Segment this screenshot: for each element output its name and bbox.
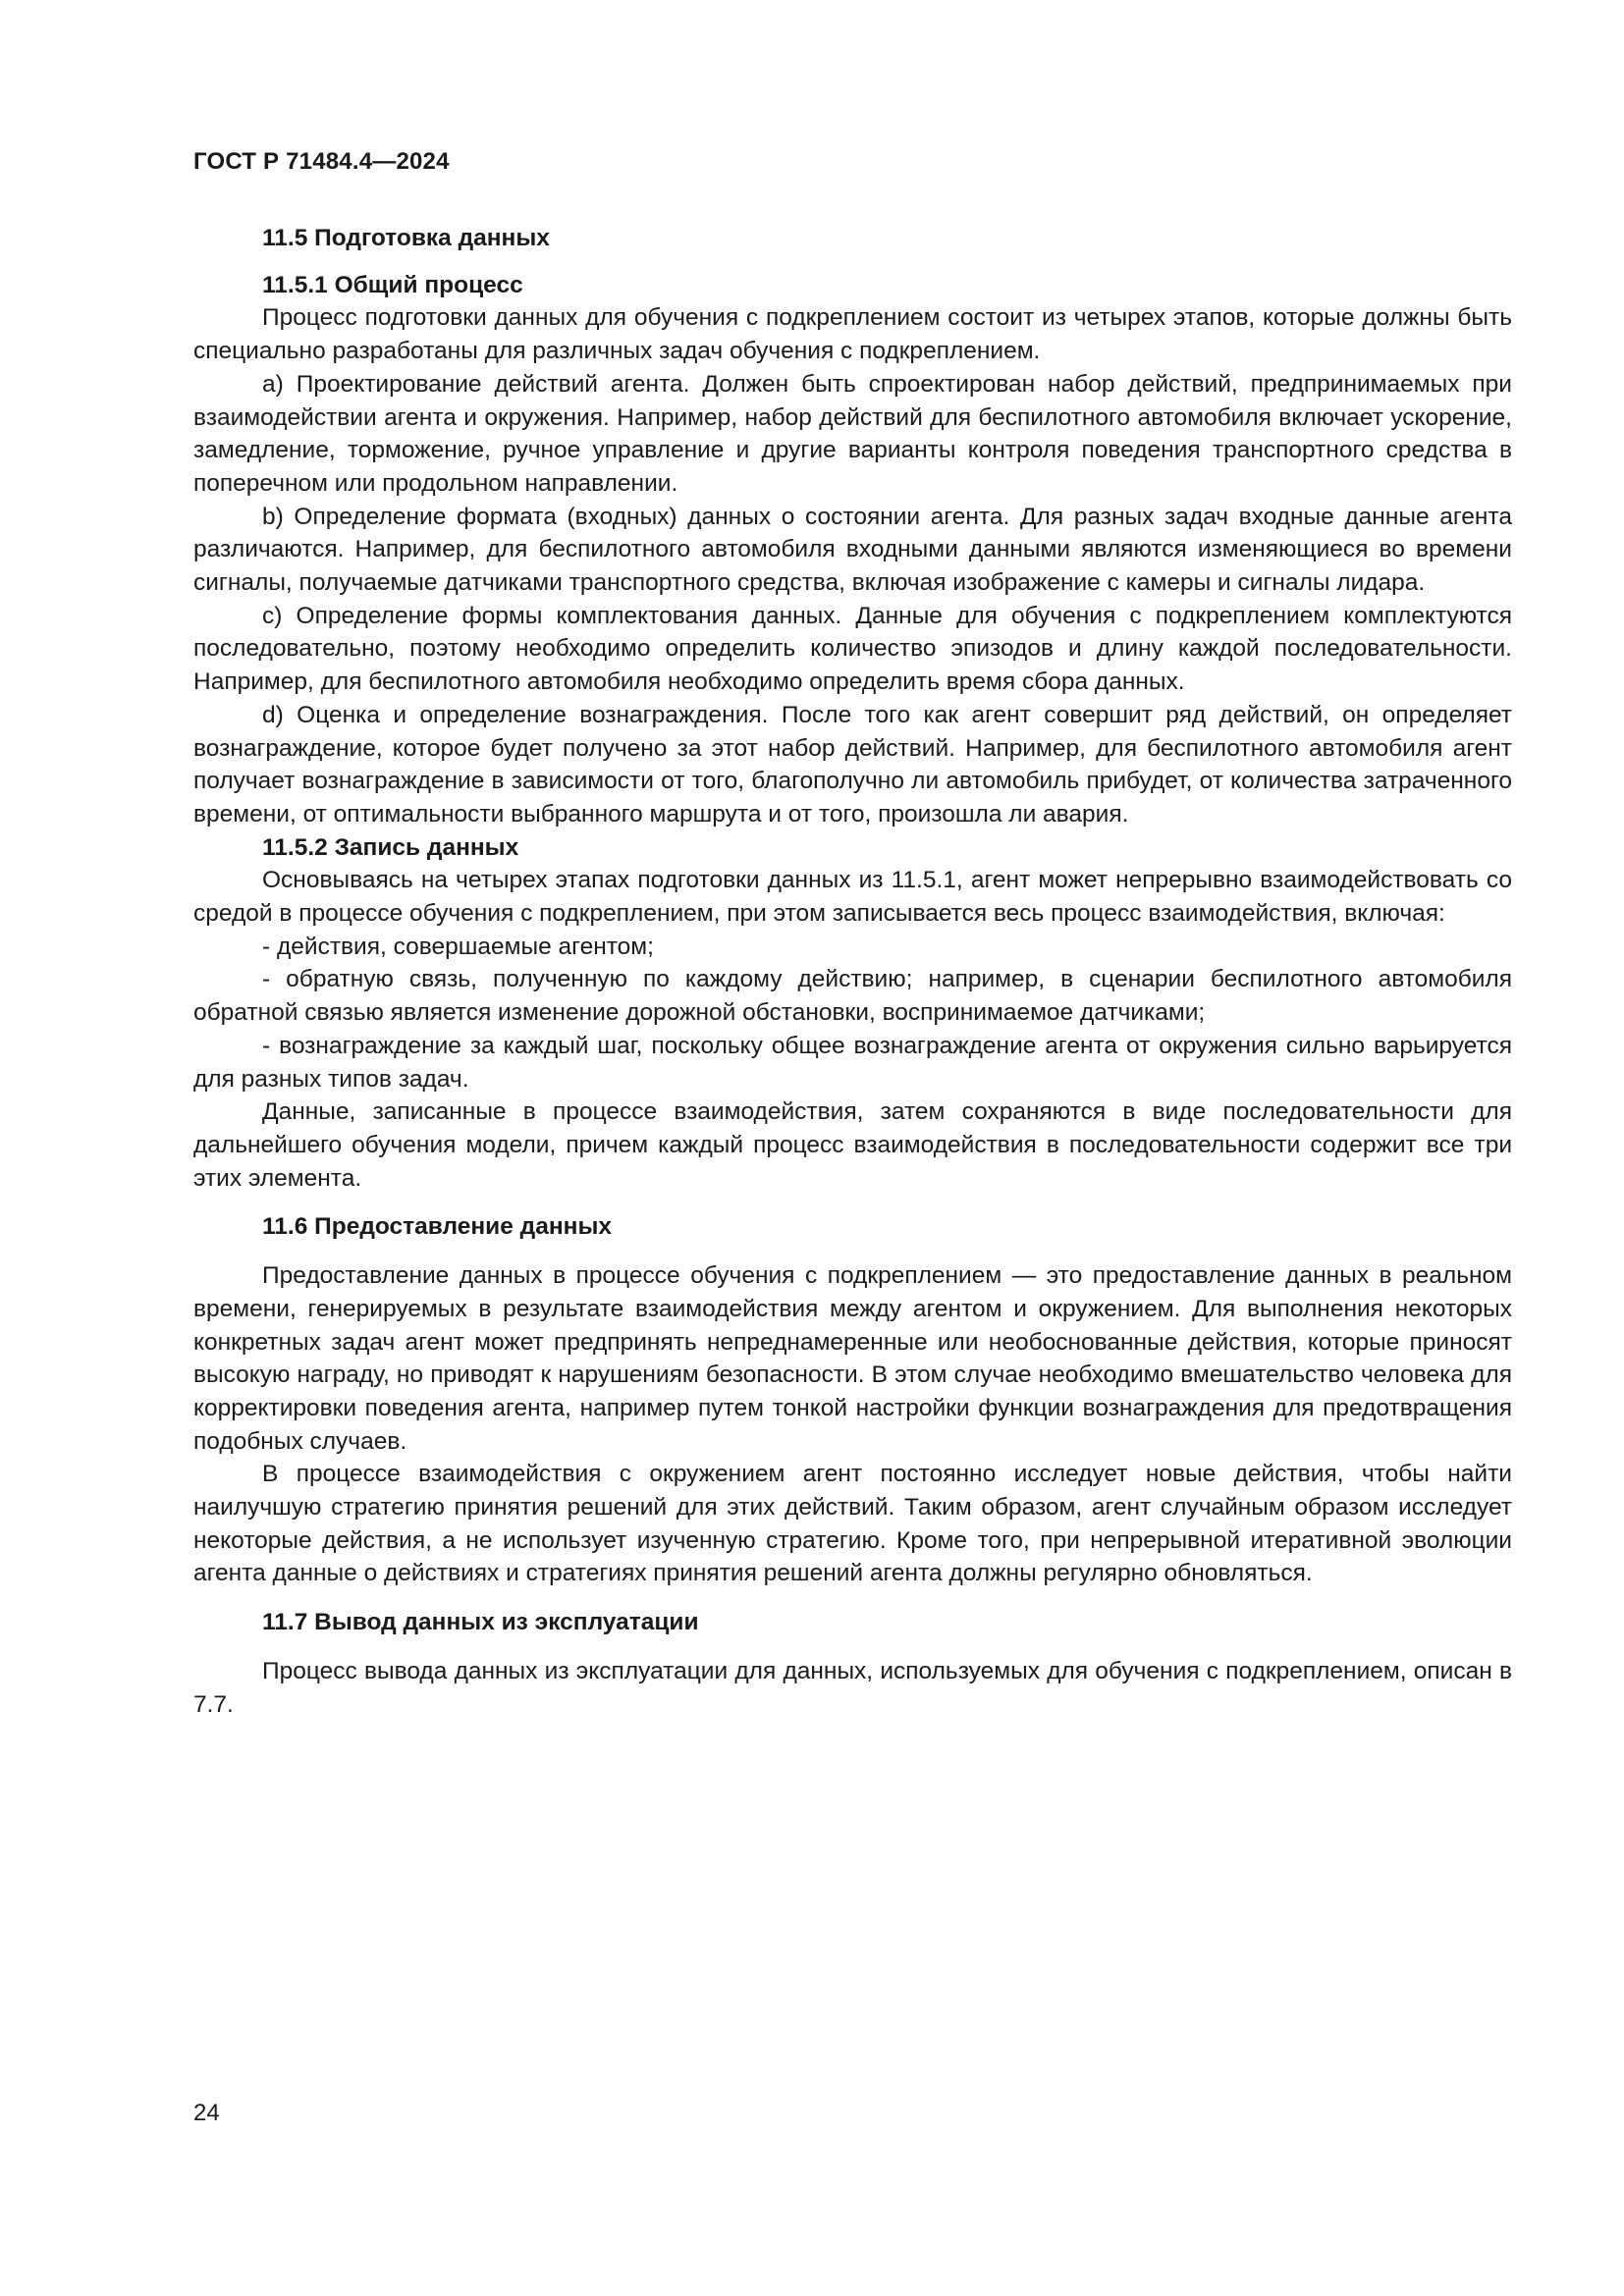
section-11-6-para-2: В процессе взаимодействия с окружением агент постоянно исследует новые действия, чтобы найти наилучшую стратегию принятия решений для этих действий. Таким образом, агент случайным образом исследует некоторые действия, а не использует изученную стратегию. Кроме того, при непрерывной итеративной эволюции агента данные о действиях и стратегиях принятия решений агента должны регулярно обновляться. (193, 1461, 1512, 1587)
page-number: 24 (193, 2100, 220, 2126)
section-11-5-2-bullet-2: - обратную связь, полученную по каждому действию; например, в сценарии беспилотного автомобиля обратной связью является изменение дорожной обстановки, воспринимаемое датчиками; (193, 966, 1512, 1027)
document-standard-code: ГОСТ Р 71484.4—2024 (193, 148, 450, 175)
section-11-5-2-outro: Данные, записанные в процессе взаимодействия, затем сохраняются в виде последовательности для дальнейшего обучения модели, причем каждый процесс взаимодействия в последовательности содержит все три этих элемента. (193, 1098, 1512, 1192)
section-11-5-heading: 11.5 Подготовка данных (262, 225, 550, 251)
section-11-5-2-intro: Основываясь на четырех этапах подготовки данных из 11.5.1, агент может непрерывно взаимодействовать со средой в процессе обучения с подкреплением, при этом записывается весь процесс взаимодействия, включая: (193, 867, 1512, 928)
section-11-5-1-item-a: а) Проектирование действий агента. Должен быть спроектирован набор действий, предпринимаемых при взаимодействии агента и окружения. Например, набор действий для беспилотного автомобиля включает ускорение, замедление, торможение, ручное управление и другие варианты контроля поведения транспортного средства в поперечном или продольном направлении. (193, 370, 1512, 497)
section-11-5-2-bullet-1: - действия, совершаемые агентом; (262, 933, 654, 960)
section-11-6-heading: 11.6 Предоставление данных (262, 1213, 613, 1241)
document-body (193, 222, 1512, 1721)
section-11-5-1-item-c: с) Определение формы комплектования данных. Данные для обучения с подкреплением комплектуются последовательно, поэтому необходимо определить количество эпизодов и длину каждой последовательности. Например, для беспилотного автомобиля необходимо определить время сбора данных. (193, 602, 1512, 696)
section-11-7-heading: 11.7 Вывод данных из эксплуатации (262, 1609, 699, 1636)
section-11-7-para-1: Процесс вывода данных из эксплуатации для данных, используемых для обучения с подкреплением, описан в 7.7. (193, 1657, 1512, 1718)
section-11-5-1-item-b: b) Определение формата (входных) данных о состоянии агента. Для разных задач входные данные агента различаются. Например, для беспилотного автомобиля входными данными являются изменяющиеся во времени сигналы, получаемые датчиками транспортного средства, включая изображение с камеры и сигналы лидара. (193, 503, 1512, 597)
section-11-6-para-1: Предоставление данных в процессе обучения с подкреплением — это предоставление данных в реальном времени, генерируемых в результате взаимодействия между агентом и окружением. Для выполнения некоторых конкретных задач агент может предпринять непреднамеренные или необоснованные действия, которые приносят высокую награду, но приводят к нарушениям безопасности. В этом случае необходимо вмешательство человека для корректировки поведения агента, например путем тонкой настройки функции вознаграждения для предотвращения подобных случаев. (193, 1262, 1512, 1455)
section-11-5-1-intro: Процесс подготовки данных для обучения с подкреплением состоит из четырех этапов, которые должны быть специально разработаны для различных задач обучения с подкреплением. (193, 304, 1512, 365)
section-11-5-2-bullet-3: - вознаграждение за каждый шаг, поскольку общее вознаграждение агента от окружения сильно варьируется для разных типов задач. (193, 1032, 1512, 1093)
section-11-5-1-item-d: d) Оценка и определение вознаграждения. После того как агент совершит ряд действий, он определяет вознаграждение, которое будет получено за этот набор действий. Например, для беспилотного автомобиля агент получает вознаграждение в зависимости от того, благополучно ли автомобиль прибудет, от количества затраченного времени, от оптимальности выбранного маршрута и от того, произошла ли авария. (193, 701, 1512, 828)
section-11-5-2-heading: 11.5.2 Запись данных (262, 833, 519, 861)
section-11-5-1-heading: 11.5.1 Общий процесс (262, 271, 523, 298)
